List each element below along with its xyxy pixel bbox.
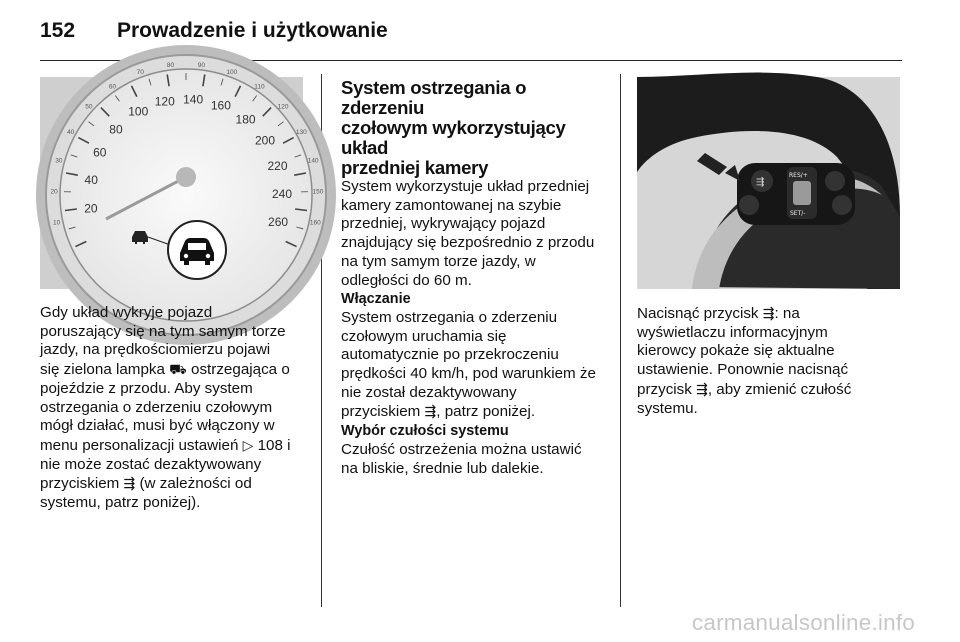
collision-sensitivity-icon: ⇶	[762, 305, 775, 321]
collision-sensitivity-icon: ⇶	[756, 177, 765, 188]
speed-label: 240	[271, 187, 293, 202]
set-label: SET/-	[790, 210, 806, 217]
speed-label: 120	[154, 94, 175, 109]
roller-wheel	[793, 181, 811, 205]
collision-sensitivity-icon: ⇶	[424, 403, 437, 420]
outer-label: 160	[309, 219, 321, 227]
activation-paragraph: System ostrzegania o zderzeniu czołowym uruchamia się automatycznie po przekroczeniu prędkości 40 km/h, pod warunkiem że nie został dezaktywowany przyciskiem ⇶, patrz poniżej.	[341, 308, 596, 421]
speedometer-illustration	[40, 61, 324, 289]
res-label: RES/+	[789, 172, 808, 179]
speed-label: 180	[235, 112, 256, 127]
speed-label: 200	[254, 133, 276, 148]
column-middle-text	[341, 78, 605, 478]
speed-label: 20	[84, 201, 98, 216]
subsection-title-activation: Włączanie	[341, 291, 411, 308]
subsection-title-sensitivity: Wybór czułości systemu	[341, 423, 509, 440]
outer-label: 110	[254, 83, 265, 91]
outer-label: 40	[67, 128, 75, 136]
page-reference-icon[interactable]: ▷	[242, 436, 254, 453]
speed-label: 100	[128, 104, 149, 119]
page-number: 152	[40, 19, 76, 42]
outer-label: 150	[312, 188, 324, 196]
column-right-text	[637, 304, 903, 418]
speed-label: 40	[84, 172, 98, 187]
column-divider-right	[620, 74, 621, 607]
page-title: Prowadzenie i użytkowanie	[117, 19, 388, 42]
outer-label: 120	[277, 103, 289, 111]
collision-sensitivity-icon: ⇶	[123, 475, 136, 492]
button-instructions-paragraph: Nacisnąć przycisk ⇶: na wyświetlaczu informacyjnym kierowcy pokaże się aktualne ustawienie. Ponownie nacisnąć przycisk ⇶, aby zmienić czułość systemu.	[637, 305, 852, 417]
outer-label: 10	[53, 219, 61, 227]
outer-label: 140	[307, 157, 319, 165]
speed-label: 80	[109, 122, 123, 137]
outer-label: 130	[295, 128, 307, 136]
limiter-button	[739, 195, 759, 215]
speed-label: 220	[267, 158, 288, 173]
steering-wheel-illustration	[637, 77, 900, 289]
speed-label: 260	[268, 215, 289, 230]
collision-sensitivity-icon: ⇶	[696, 380, 708, 397]
speedometer-figure	[40, 61, 324, 289]
info-paragraph: Gdy układ wykryje pojazd poruszający się na tym samym torze jazdy, na prędkościomierzu pojawi się zielona lampka ⛟ ostrzegająca o pojeździe z przodu. Aby system ostrzegania o zderzeniu czołowym mógł działać, musi być włączony w menu personalizacji ustawień ▷ 108 i nie może zostać dezaktywowany przyciskiem ⇶ (w zależności od systemu, patrz poniżej).	[40, 304, 291, 512]
speed-label: 140	[183, 92, 204, 107]
outer-label: 30	[55, 157, 63, 165]
page-header	[0, 0, 960, 52]
cruise-off-button	[832, 195, 852, 215]
car-warning-callout	[168, 221, 226, 279]
intro-paragraph: System wykorzystuje układ przedniej kamery zamontowanej na szybie przedniej, wykrywający pojazd znajdujący się bezpośrednio z przodu na tym samym torze jazdy, w odległości do 60 m.	[341, 178, 595, 289]
outer-label: 60	[108, 83, 117, 91]
speed-label: 160	[210, 98, 231, 113]
steering-wheel-figure	[637, 77, 900, 289]
outer-label: 50	[85, 103, 93, 111]
sensitivity-paragraph: Czułość ostrzeżenia można ustawić na bliskie, średnie lub dalekie.	[341, 440, 582, 477]
car-warning-icon: ⛟	[169, 361, 187, 378]
outer-label: 20	[50, 188, 58, 196]
outer-label: 80	[166, 61, 175, 69]
column-left-text	[40, 304, 306, 513]
cruise-on-button	[825, 171, 845, 191]
speed-label: 60	[93, 145, 107, 160]
outer-label: 100	[226, 69, 238, 77]
section-title: System ostrzegania o zderzeniu czołowym wykorzystujący układ przedniej kamery	[341, 77, 566, 178]
needle-hub	[176, 167, 196, 187]
watermark: carmanualsonline.info	[691, 610, 915, 635]
outer-label: 90	[197, 61, 206, 69]
outer-label: 70	[136, 69, 144, 77]
